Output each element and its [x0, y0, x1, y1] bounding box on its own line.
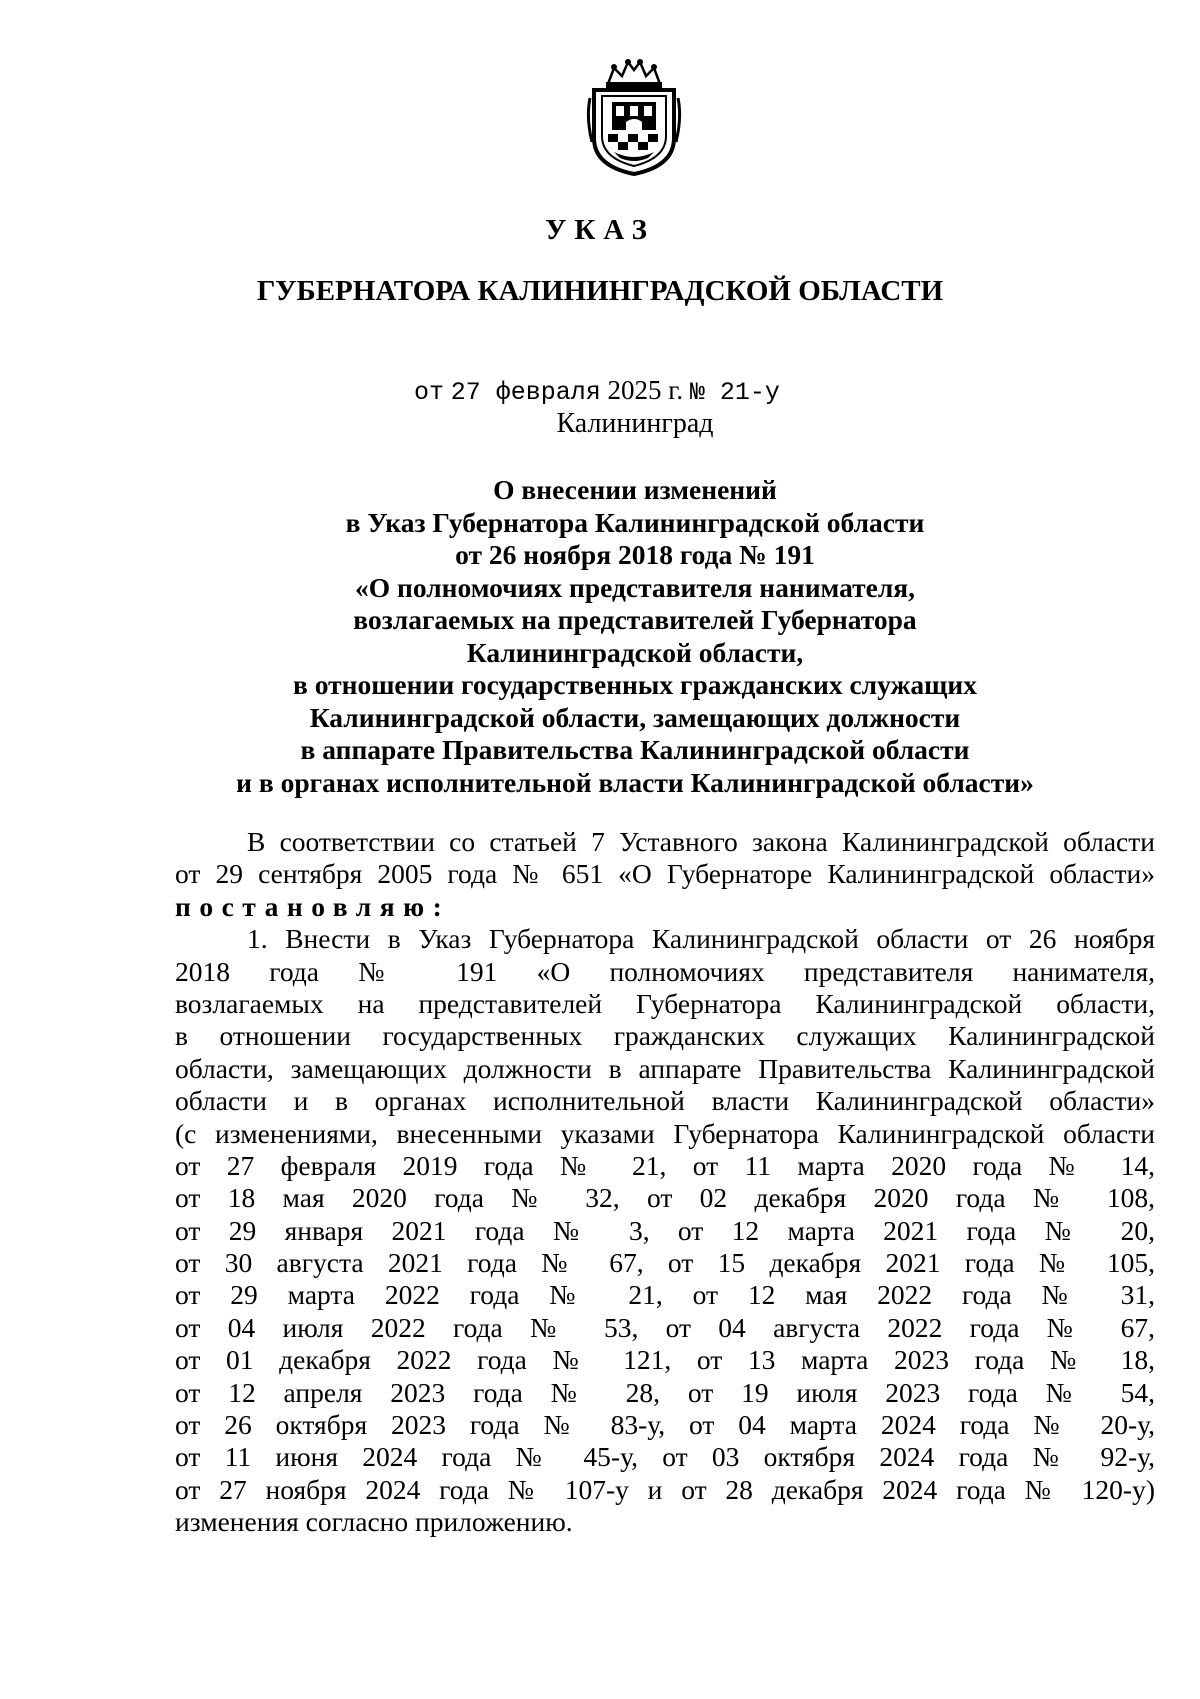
item1-line: от 12 апреля 2023 года № 28, от 19 июля 2023 года № 54,: [175, 1376, 1155, 1408]
decree-title: УКАЗ: [545, 214, 655, 246]
coat-of-arms-icon: [586, 58, 682, 176]
item1-line: от 04 июля 2022 года № 53, от 04 августа 2022 года № 67,: [175, 1311, 1155, 1343]
date-day-month: 27 февраля: [450, 378, 601, 407]
item1-line: области и в органах исполнительной власти Калининградской области»: [175, 1085, 1155, 1117]
resolve-word: постановляю:: [175, 890, 451, 922]
preamble-line: В соответствии со статьей 7 Уставного закона Калининградской области: [247, 826, 1155, 857]
subject-line: Калининградской области,: [466, 636, 804, 668]
item1-line: от 18 мая 2020 года № 32, от 02 декабря 2020 года № 108,: [175, 1182, 1155, 1214]
subject-line: от 26 ноября 2018 года № 191: [455, 539, 815, 570]
subject-line: и в органах исполнительной власти Калининградской области»: [236, 766, 1034, 798]
subject-line: О внесении изменений: [493, 474, 777, 505]
item1-last-line: изменения согласно приложению.: [175, 1506, 573, 1538]
item1-line: (с изменениями, внесенными указами Губернатора Калининградской области: [175, 1117, 1155, 1149]
subject-line: Калининградской области, замещающих должности: [309, 701, 961, 733]
item1-line: от 30 августа 2021 года № 67, от 15 декабря 2021 года № 105,: [175, 1247, 1155, 1279]
decree-subject: [200, 474, 1070, 799]
date-prefix: от: [414, 378, 445, 407]
subject-line: в Указ Губернатора Калининградской области: [345, 506, 925, 538]
item1-line: от 11 июня 2024 года № 45-у, от 03 октября 2024 года № 92-у,: [175, 1441, 1155, 1473]
item1-line: от 29 января 2021 года № 3, от 12 марта 2021 года № 20,: [175, 1214, 1155, 1246]
item1-line: 1. Внести в Указ Губернатора Калининградской области от 26 ноября: [247, 923, 1155, 955]
decree-number: № 21-у: [689, 378, 780, 407]
subject-line: в аппарате Правительства Калининградской области: [300, 734, 970, 765]
item1-line: 2018 года № 191 «О полномочиях представителя нанимателя,: [175, 955, 1155, 987]
item1-line: от 01 декабря 2022 года № 121, от 13 марта 2023 года № 18,: [175, 1344, 1155, 1376]
issue-city: Калининград: [556, 408, 714, 439]
issue-date-line: [414, 375, 780, 407]
subject-line: возлагаемых на представителей Губернатора: [353, 604, 917, 635]
item1-line: в отношении государственных гражданских служащих Калининградской: [175, 1020, 1155, 1052]
preamble-line: от 29 сентября 2005 года № 651 «О Губернаторе Калининградской области»: [175, 858, 1155, 890]
subject-line: «О полномочиях представителя нанимателя,: [354, 571, 916, 603]
item1-line: от 27 февраля 2019 года № 21, от 11 марта 2020 года № 14,: [175, 1149, 1155, 1181]
decree-body: [175, 826, 1155, 1539]
issuer-title: ГУБЕРНАТОРА КАЛИНИНГРАДСКОЙ ОБЛАСТИ: [256, 275, 944, 307]
item1-line: области, замещающих должности в аппарате Правительства Калининградской: [175, 1052, 1155, 1084]
subject-line: в отношении государственных гражданских служащих: [293, 669, 977, 700]
date-year: 2025 г.: [607, 375, 684, 405]
item1-line: от 29 марта 2022 года № 21, от 12 мая 2022 года № 31,: [175, 1279, 1155, 1311]
item1-line: от 27 ноября 2024 года № 107-у и от 28 декабря 2024 года № 120-у): [175, 1473, 1155, 1505]
item1-line: от 26 октября 2023 года № 83-у, от 04 марта 2024 года № 20-у,: [175, 1409, 1155, 1441]
item1-line: возлагаемых на представителей Губернатора Калининградской области,: [175, 987, 1155, 1019]
